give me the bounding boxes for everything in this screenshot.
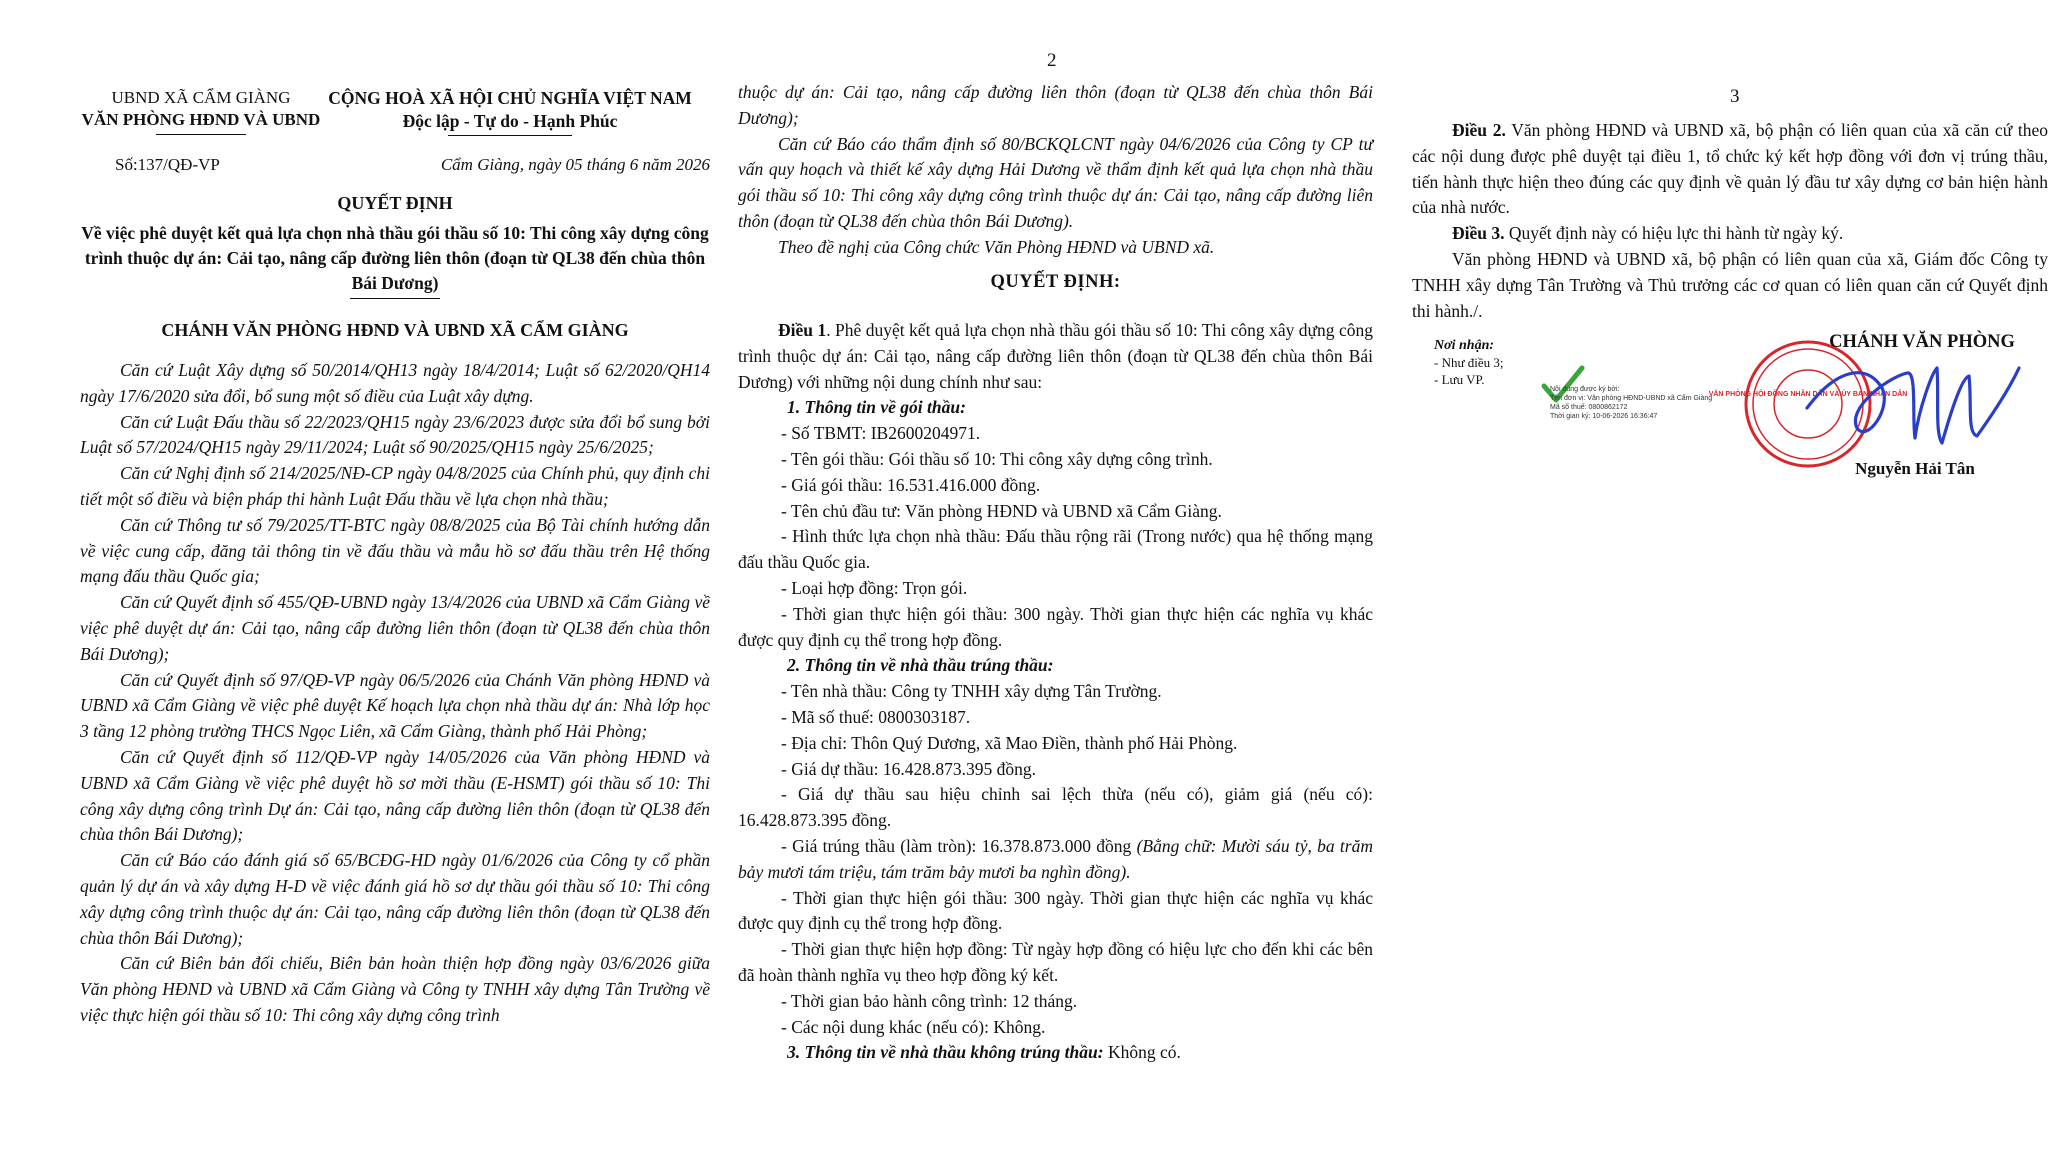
list-item: - Địa chỉ: Thôn Quý Dương, xã Mao Điền, thành phố Hải Phòng. — [781, 732, 1238, 753]
esign-line: Nội dung được ký bởi: — [1550, 386, 1620, 393]
article-intro: . Phê duyệt kết quả lựa chọn nhà thầu gói thầu số 10: Thi công xây dựng công trình thuộc dự án: Cải tạo, nâng cấp đường liên thôn (đoạn từ QL38 đến chùa thôn Bái Dương) với những nội dung chính như sau: — [738, 320, 1373, 392]
list-item: - Loại hợp đồng: Trọn gói. — [781, 577, 968, 598]
award-price-words: (Bằng chữ: Mười sáu tỷ, ba trăm bảy mươi tám triệu, tám trăm bảy mươi ba nghìn đồng). — [738, 835, 1373, 882]
decision-heading: QUYẾT ĐỊNH: — [990, 272, 1121, 292]
org-name-line2: VĂN PHÒNG HĐND VÀ UBND — [81, 110, 321, 129]
divider — [448, 135, 572, 136]
handwritten-signature — [1797, 348, 2027, 458]
articles-2-3 — [1412, 118, 2048, 324]
article-text: Quyết định này có hiệu lực thi hành từ ngày ký. — [1504, 223, 1844, 244]
list-item: - Giá dự thầu sau hiệu chỉnh sai lệch thừa (nếu có), giảm giá (nếu có): 16.428.873.395 đồng. — [738, 784, 1373, 831]
signer-name: Nguyễn Hải Tân — [1855, 459, 1975, 478]
decision-subject: Về việc phê duyệt kết quả lựa chọn nhà thầu gói thầu số 10: Thi công xây dựng công trình thuộc dự án: Cải tạo, nâng cấp đường liên thôn (đoạn từ QL38 đến chùa thôn Bái Dương) — [81, 223, 709, 293]
recital: Căn cứ Quyết định số 112/QĐ-VP ngày 14/05/2026 của Văn phòng HĐND và UBND xã Cẩm Giàng về việc phê duyệt hồ sơ mời thầu (E-HSMT) gói thầu số 10: Thi công xây dựng công trình Dự án: Cải tạo, nâng cấp đường liên thôn (đoạn từ QL38 đến chùa thôn Bái Dương); — [80, 746, 710, 845]
recipient-item: - Như điều 3; — [1434, 355, 1504, 370]
award-price-item — [738, 834, 1373, 886]
signer-title: CHÁNH VĂN PHÒNG — [1829, 332, 2015, 352]
article-label: Điều 3. — [1452, 223, 1505, 244]
recital: Theo đề nghị của Công chức Văn Phòng HĐND và UBND xã. — [778, 236, 1215, 257]
recital: Căn cứ Báo cáo thẩm định số 80/BCKQLCNT ngày 04/6/2026 của Công ty CP tư vấn quy hoạch và thiết kế xây dựng Hải Dương về thẩm định kết quả lựa chọn nhà thầu gói thầu số 10: Thi công xây dựng công trình thuộc dự án: Cải tạo, nâng cấp đường liên thôn (đoạn từ QL38 đến chùa thôn Bái Dương). — [738, 133, 1373, 231]
document-number: Số:137/QĐ-VP — [115, 155, 220, 174]
org-name-line1: UBND XÃ CẨM GIÀNG — [111, 88, 291, 107]
recital: Căn cứ Nghị định số 214/2025/NĐ-CP ngày 04/8/2025 của Chính phủ, quy định chi tiết một số điều và biện pháp thi hành Luật Đấu thầu về lựa chọn nhà thầu; — [80, 463, 710, 509]
recital: Căn cứ Luật Xây dựng số 50/2014/QH13 ngày 18/4/2014; Luật số 62/2020/QH14 ngày 17/6/2020 sửa đổi, bổ sung một số điều của Luật xây dựng. — [80, 360, 710, 406]
divider — [350, 298, 440, 299]
section-value: Không có. — [1103, 1042, 1181, 1063]
list-item: - Thời gian bảo hành công trình: 12 tháng. — [781, 990, 1078, 1011]
recital: Căn cứ Báo cáo đánh giá số 65/BCĐG-HD ngày 01/6/2026 của Công ty cổ phần quản lý dự án và xây dựng H-D về việc đánh giá hồ sơ dự thầu gói thầu số 10: Thi công xây dựng công trình thuộc dự án: Cải tạo, nâng cấp đường liên thôn (đoạn từ QL38 đến chùa thôn Bái Dương); — [80, 850, 710, 948]
place-date: Cẩm Giàng, ngày 05 tháng 6 năm 2026 — [440, 155, 710, 174]
recipient-item: - Lưu VP. — [1434, 372, 1485, 387]
recital: Căn cứ Luật Đấu thầu số 22/2023/QH15 ngày 23/6/2023 được sửa đổi bổ sung bởi Luật số 57/2024/QH15 ngày 29/11/2024; Luật số 90/2025/QH15 ngày 25/6/2025; — [80, 411, 710, 458]
section-3 — [738, 1040, 1373, 1066]
seal-text: VĂN PHÒNG HỘI ĐỒNG NHÂN DÂN VÀ ỦY BAN NHÂN DÂN — [1708, 391, 1908, 398]
section-title: 1. Thông tin về gói thầu: — [787, 397, 966, 418]
recital: Căn cứ Biên bản đối chiếu, Biên bản hoàn thiện hợp đồng ngày 03/6/2026 giữa Văn phòng HĐND và UBND xã Cẩm Giàng và Công ty TNHH xây dựng Tân Trường về việc thực hiện gói thầu số 10: Thi công xây dựng công trình — [80, 953, 710, 1025]
section-title: 3. Thông tin về nhà thầu không trúng thầu: — [787, 1042, 1104, 1063]
list-item: - Giá gói thầu: 16.531.416.000 đồng. — [781, 474, 1041, 495]
divider — [156, 134, 246, 135]
esign-line: Mã số thuế: 0800862172 — [1550, 404, 1628, 411]
article-label: Điều 2. — [1452, 120, 1506, 140]
section-title: 2. Thông tin về nhà thầu trúng thầu: — [787, 655, 1054, 676]
esign-line: Tên đơn vị: Văn phòng HĐND-UBND xã Cẩm Giàng — [1550, 395, 1713, 402]
award-price: - Giá trúng thầu (làm tròn): 16.378.873.000 đồng — [781, 835, 1132, 856]
list-item: - Các nội dung khác (nếu có): Không. — [781, 1016, 1046, 1037]
recitals-list — [80, 358, 710, 1029]
list-item: - Tên nhà thầu: Công ty TNHH xây dựng Tân Trường. — [781, 681, 1162, 702]
page-number: 3 — [1730, 86, 1740, 107]
list-item: - Thời gian thực hiện hợp đồng: Từ ngày hợp đồng có hiệu lực cho đến khi các bên đã hoàn thành nghĩa vụ theo hợp đồng ký kết. — [738, 939, 1373, 985]
list-item: - Số TBMT: IB2600204971. — [781, 423, 981, 444]
recital: thuộc dự án: Cải tạo, nâng cấp đường liên thôn (đoạn từ QL38 đến chùa thôn Bái Dương); — [738, 82, 1373, 128]
recital: Căn cứ Quyết định số 455/QĐ-UBND ngày 13/4/2026 của UBND xã Cẩm Giàng về việc phê duyệt dự án: Cải tạo, nâng cấp đường liên thôn (đoạn từ QL38 đến chùa thôn Bái Dương); — [80, 592, 710, 664]
list-item: - Tên gói thầu: Gói thầu số 10: Thi công xây dựng công trình. — [781, 448, 1213, 469]
article-label: Điều 1 — [778, 320, 827, 340]
list-item: - Mã số thuế: 0800303187. — [781, 706, 971, 727]
recitals-list — [738, 80, 1373, 261]
national-title: CỘNG HOÀ XÃ HỘI CHỦ NGHĨA VIỆT NAM — [328, 88, 692, 108]
issuing-authority: CHÁNH VĂN PHÒNG HĐND VÀ UBND XÃ CẨM GIÀNG — [161, 320, 629, 340]
list-item: - Giá dự thầu: 16.428.873.395 đồng. — [781, 758, 1036, 779]
list-item: - Hình thức lựa chọn nhà thầu: Đấu thầu rộng rãi (Trong nước) qua hệ thống mạng đấu thầu Quốc gia. — [738, 526, 1373, 573]
recital: Căn cứ Quyết định số 97/QĐ-VP ngày 06/5/2026 của Chánh Văn phòng HĐND và UBND xã Cẩm Giàng về việc phê duyệt Kế hoạch lựa chọn nhà thầu dự án: Nhà lớp học 3 tầng 12 phòng trường THCS Ngọc Liên, xã Cẩm Giàng, thành phố Hải Phòng; — [80, 669, 710, 742]
decision-title: QUYẾT ĐỊNH — [337, 193, 453, 213]
national-motto: Độc lập - Tự do - Hạnh Phúc — [402, 111, 618, 131]
page-number: 2 — [1047, 50, 1057, 71]
article-1 — [738, 318, 1373, 1066]
recipients — [1434, 337, 1504, 388]
recipients-label: Nơi nhận: — [1434, 338, 1495, 353]
list-item: - Thời gian thực hiện gói thầu: 300 ngày. Thời gian thực hiện các nghĩa vụ khác được quy định cụ thể trong hợp đồng. — [738, 603, 1373, 650]
list-item: - Thời gian thực hiện gói thầu: 300 ngày. Thời gian thực hiện các nghĩa vụ khác được quy định cụ thể trong hợp đồng. — [738, 887, 1373, 934]
esign-line: Thời gian ký: 10-06-2026 16:36:47 — [1550, 413, 1658, 420]
recital: Căn cứ Thông tư số 79/2025/TT-BTC ngày 08/8/2025 của Bộ Tài chính hướng dẫn về việc cung cấp, đăng tải thông tin về đấu thầu và mẫu hồ sơ đấu thầu trên Hệ thống mạng đấu thầu Quốc gia; — [80, 514, 710, 587]
article-text: Văn phòng HĐND và UBND xã, bộ phận có liên quan của xã căn cứ theo các nội dung được phê duyệt tại điều 1, tổ chức ký kết hợp đồng với đơn vị trúng thầu, tiến hành thực hiện theo đúng các quy định về quản lý đầu tư xây dựng cơ bản hiện hành của nhà nước. — [1412, 120, 2049, 218]
execution-clause: Văn phòng HĐND và UBND xã, bộ phận có liên quan của xã, Giám đốc Công ty TNHH xây dựng Tân Trường và Thủ trưởng các cơ quan có liên quan căn cứ Quyết định thi hành./. — [1412, 248, 2048, 321]
list-item: - Tên chủ đầu tư: Văn phòng HĐND và UBND xã Cẩm Giàng. — [781, 500, 1222, 521]
